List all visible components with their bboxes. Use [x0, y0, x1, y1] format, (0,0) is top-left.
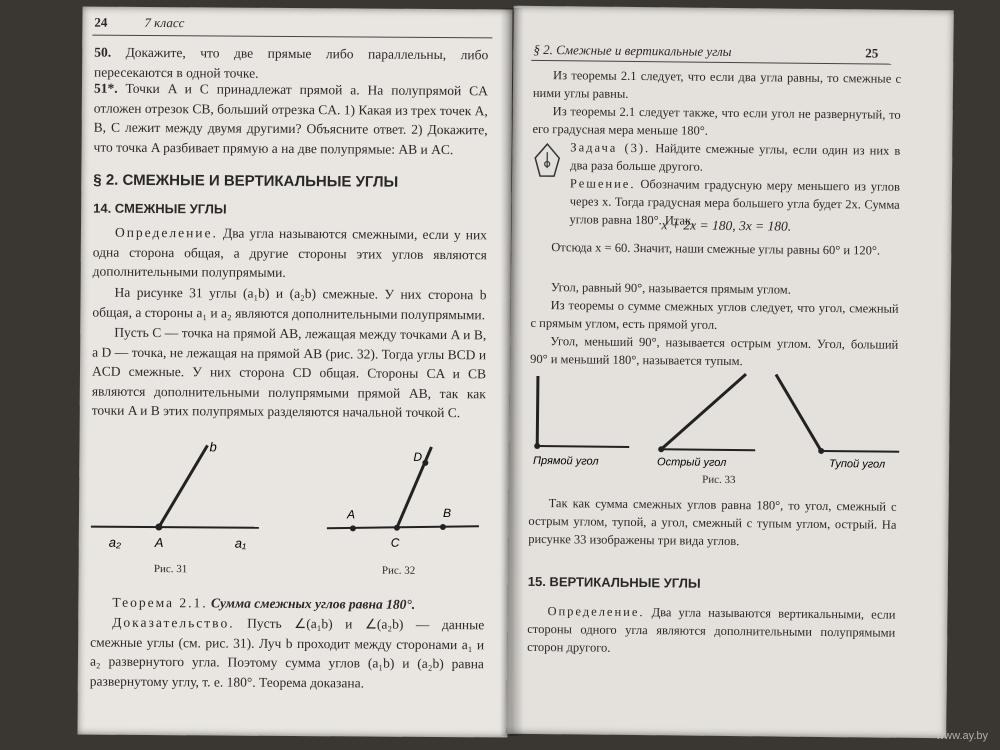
consequence-2: Из теоремы 2.1 следует также, что если угол не развернутый, то его градусная мера меньше 180°.	[532, 104, 901, 138]
page-number: 24	[94, 14, 108, 30]
fig31-label-a2: a₂	[108, 534, 122, 550]
paragraph-fig31: На рисунке 31 углы (a₁b) и (a₂b) смежные. У них сторона b общая, а стороны a₁ и a₂ являются дополнительными полупрямыми.	[92, 284, 487, 322]
fig31-ray-b	[159, 445, 208, 527]
figures-31-32	[79, 426, 510, 579]
theorem: Теорема 2.1. Сумма смежных углов равна 180°.	[112, 594, 416, 612]
fig33-label-acute: Острый угол	[656, 456, 727, 469]
fig32-caption: Рис. 32	[381, 564, 416, 577]
fig33-acute-horizontal	[661, 449, 755, 450]
header-rule	[92, 35, 492, 39]
left-page	[77, 7, 512, 738]
fig32-line-ab	[327, 525, 479, 529]
fig33-obtuse-ray	[775, 374, 822, 450]
figure-33	[519, 368, 910, 482]
fig32-label-c: C	[390, 535, 400, 550]
fig32-point-b	[440, 524, 446, 530]
corollary: Из теоремы о сумме смежных углов следует, что угол, смежный с прямым углом, есть прямой угол.	[530, 298, 899, 332]
running-head: 7 класс	[144, 14, 185, 31]
fig31-caption: Рис. 31	[153, 563, 188, 576]
book-spine	[500, 8, 524, 736]
acute-obtuse-definition: Угол, меньший 90°, называется острым углом. Угол, больший 90° и меньший 180°, называется тупым.	[530, 334, 899, 369]
fig33-label-right: Прямой угол	[532, 454, 599, 468]
right-page	[506, 6, 954, 739]
solution: Решение. Обозначим градусную меру меньшего из углов через x. Тогда градусная мера большего угла будет 2x. Сумма углов равна 180°. Итак,	[569, 176, 901, 228]
fig32-point-c	[394, 525, 400, 531]
header-rule-right	[531, 60, 891, 65]
pen-nib-icon	[532, 142, 562, 182]
fig32-label-d: D	[413, 449, 423, 464]
definition: Определение. Два угла называются смежными, если у них одна сторона общая, а другие стороны этих углов являются дополнительными полупрямыми.	[92, 224, 488, 280]
definition-vertical: Определение. Два угла называются вертикальными, если стороны одного угла являются дополнительными полупрямыми сторон другого.	[527, 604, 896, 655]
exercise-50: 50. Докажите, что две прямые либо параллельны, либо пересекаются в одной точке.	[94, 44, 489, 81]
fig32-point-a	[350, 525, 356, 531]
fig31-point-a	[155, 524, 162, 531]
fig33-label-obtuse: Тупой угол	[828, 458, 886, 471]
fig31-label-a1: a₁	[234, 535, 247, 551]
fig31-line-a	[91, 527, 259, 528]
fig33-right-vertex	[534, 443, 540, 449]
fig33-right-horizontal	[537, 446, 629, 447]
right-angle-definition: Угол, равный 90°, называется прямым углом.	[550, 280, 791, 297]
consequence-1: Из теоремы 2.1 следует, что если два угла равны, то смежные с ними углы равны.	[532, 68, 902, 101]
fig32-point-d	[422, 460, 428, 466]
fig32-label-a: A	[346, 507, 356, 522]
fig33-acute-ray	[661, 373, 746, 450]
subsection-title-15: 15. ВЕРТИКАЛЬНЫЕ УГЛЫ	[527, 573, 701, 591]
subsection-title: 14. СМЕЖНЫЕ УГЛЫ	[93, 200, 227, 217]
fig31-label-b: b	[209, 439, 217, 455]
fig33-obtuse-horizontal	[821, 451, 899, 452]
proof: Доказательство. Пусть ∠(a₁b) и ∠(a₂b) — данные смежные углы (см. рис. 31). Луч b проходит между сторонами a₁ и a₂ развернутого угла. Поэтому сумма углов (a₁b) и (a₂b) равна развернутому углу, т. е. 180°. Теорема доказана.	[89, 614, 485, 690]
fig32-label-b: B	[442, 506, 452, 521]
answer: Отсюда x = 60. Значит, наши смежные углы равны 60° и 120°.	[551, 240, 881, 258]
paragraph-after-fig33: Так как сумма смежных углов равна 180°, то угол, смежный с острым углом, тупой, а угол, смежный с тупым углом, острый. На рисунке 33 изображены три вида углов.	[528, 496, 897, 549]
fig31-label-point-a: A	[154, 535, 164, 551]
equation: x + 2x = 180, 3x = 180.	[661, 217, 792, 234]
page-number-right: 25	[865, 45, 879, 61]
running-head-right: § 2. Смежные и вертикальные углы	[533, 41, 732, 59]
fig33-right-vertical	[537, 376, 538, 446]
task: Задача (3). Найдите смежные углы, если один из них в два раза больше другого.	[570, 140, 901, 174]
fig33-caption: Рис. 33	[702, 473, 736, 487]
section-title: § 2. СМЕЖНЫЕ И ВЕРТИКАЛЬНЫЕ УГЛЫ	[93, 171, 399, 191]
paragraph-fig32: Пусть C — точка на прямой AB, лежащая между точками A и B, а D — точка, не лежащая на прямой AB (рис. 32). Тогда углы BCD и ACD смежные. У них сторона CD общая. Стороны CA и CB являются дополнительными полупрямыми прямой AB, так как точки A и B этих полупрямых разделяются начальной точкой C.	[91, 324, 487, 421]
exercise-51: 51*. Точки A и C принадлежат прямой a. На полупрямой CA отложен отрезок CB, больший отрезка CA. 1) Какая из трех точек A, B, C лежит между двумя другими? Объясните ответ. 2) Докажите, что точка A разбивает прямую a на две полупрямые: AB и AC.	[93, 80, 489, 157]
watermark: www.ay.by	[936, 730, 988, 742]
